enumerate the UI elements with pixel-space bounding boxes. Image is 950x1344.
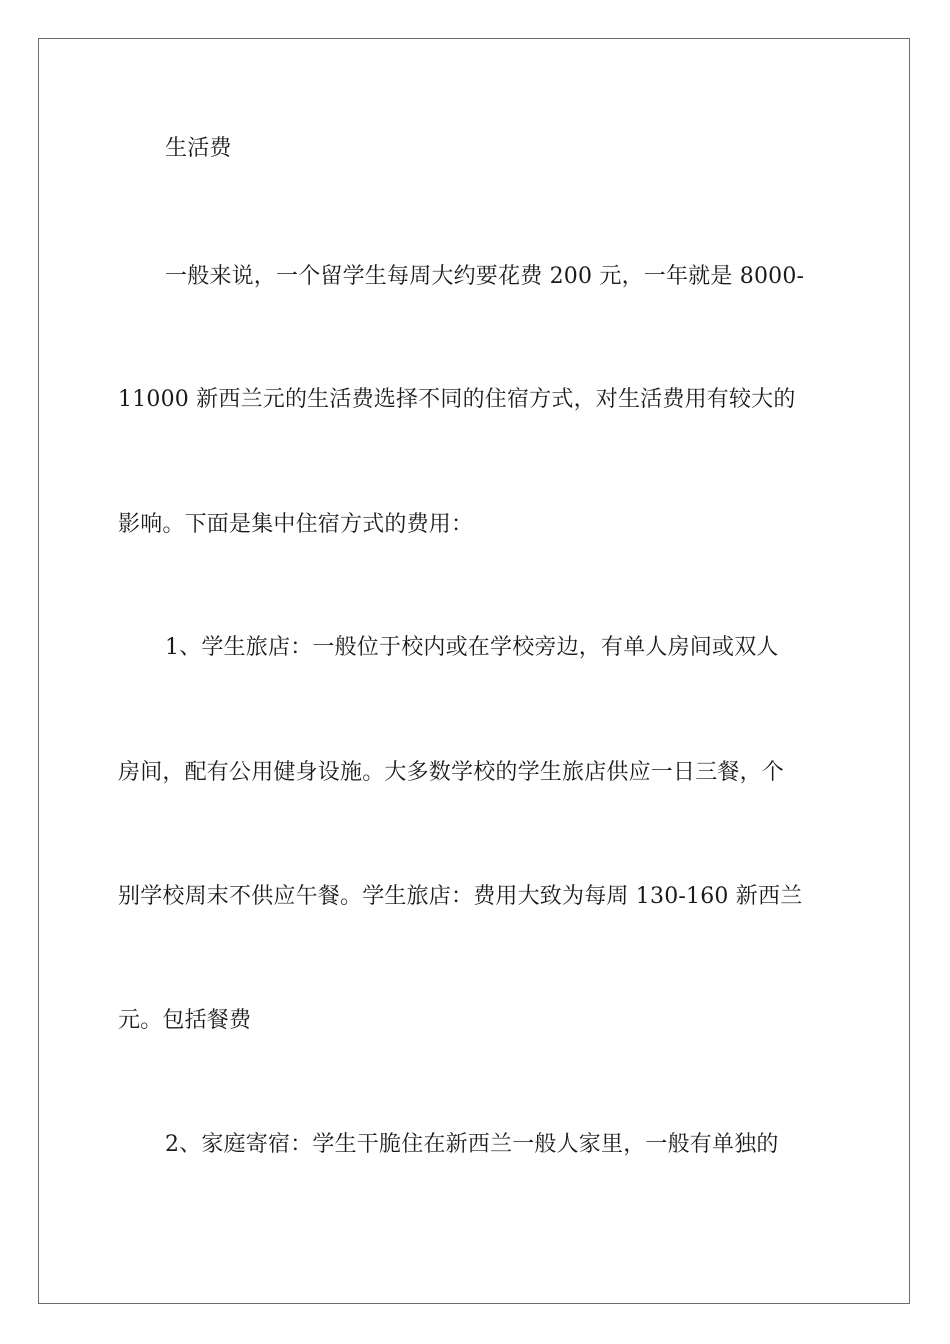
paragraph-line: 别学校周末不供应午餐。学生旅店：费用大致为每周 130-160 新西兰 — [118, 884, 803, 909]
paragraph-line: 元。包括餐费 — [118, 1008, 252, 1033]
paragraph-line: 2、家庭寄宿：学生干脆住在新西兰一般人家里，一般有单独的 — [165, 1132, 779, 1157]
paragraph-line: 影响。下面是集中住宿方式的费用： — [118, 512, 474, 537]
paragraph-line: 11000 新西兰元的生活费选择不同的住宿方式，对生活费用有较大的 — [118, 387, 796, 412]
section-heading: 生活费 — [165, 136, 232, 161]
paragraph-line: 一般来说，一个留学生每周大约要花费 200 元，一年就是 8000- — [165, 264, 805, 289]
page-frame — [38, 38, 910, 1304]
paragraph-line: 房间，配有公用健身设施。大多数学校的学生旅店供应一日三餐，个 — [118, 760, 785, 785]
paragraph-line: 1、学生旅店：一般位于校内或在学校旁边，有单人房间或双人 — [165, 635, 779, 660]
